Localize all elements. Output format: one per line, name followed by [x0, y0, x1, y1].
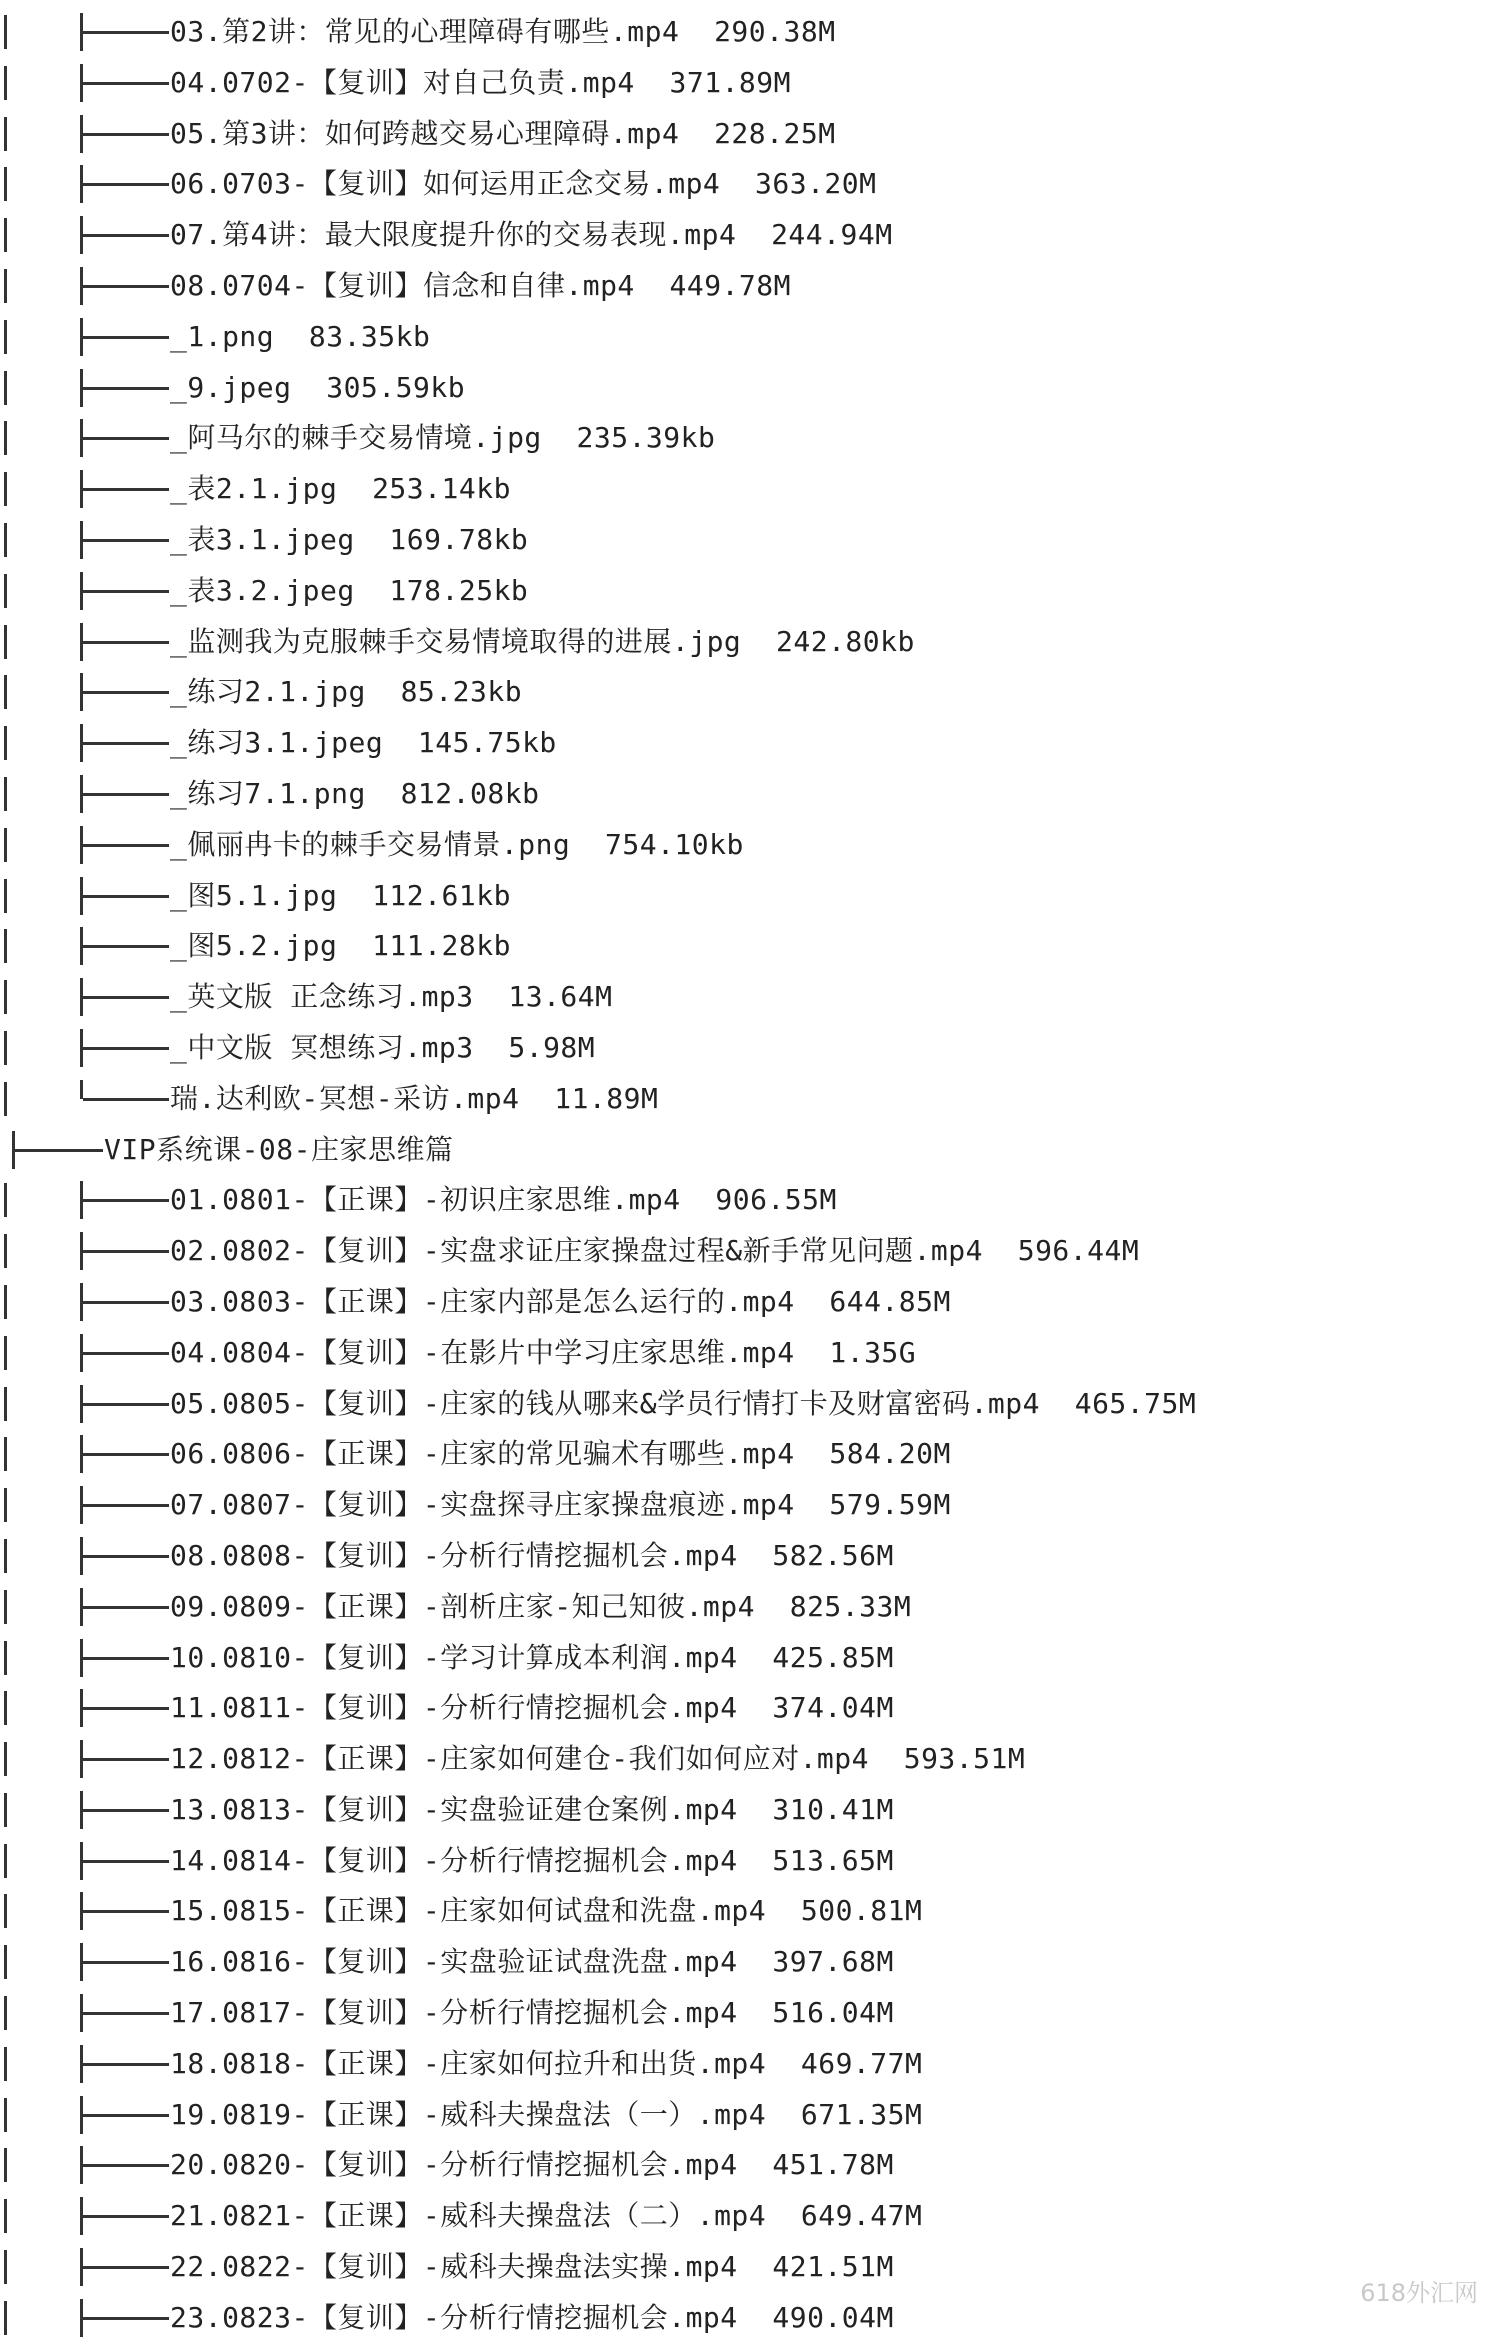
tree-branch-dash: [83, 1250, 169, 1253]
file-entry: _图5.2.jpg 111.28kb: [170, 929, 511, 963]
file-row: [0, 1683, 1500, 1734]
tree-guide-line: [4, 929, 7, 963]
file-entry: 04.0804-【复训】-在影片中学习庄家思维.mp4 1.35G: [170, 1335, 917, 1369]
tree-branch-dash: [83, 1504, 169, 1507]
file-entry: 17.0817-【复训】-分析行情挖掘机会.mp4 516.04M: [170, 1996, 894, 2030]
tree-guide-line: [4, 1082, 7, 1116]
tree-branch-dash: [83, 387, 169, 390]
tree-guide-line: [4, 167, 7, 201]
tree-branch-dash: [83, 2317, 169, 2320]
file-entry: 22.0822-【复训】-威科夫操盘法实操.mp4 421.51M: [170, 2250, 894, 2284]
file-row: [0, 1785, 1500, 1836]
file-row: [0, 1582, 1500, 1633]
tree-branch-dash: [83, 1809, 169, 1812]
tree-guide-line: [4, 1996, 7, 2030]
file-row: [0, 1328, 1500, 1379]
file-row: [0, 820, 1500, 871]
tree-branch-dash: [83, 2012, 169, 2015]
file-entry: 06.0703-【复训】如何运用正念交易.mp4 363.20M: [170, 167, 877, 201]
file-row: [0, 718, 1500, 769]
file-row: [0, 2191, 1500, 2242]
tree-guide-line: [4, 269, 7, 303]
tree-branch-dash: [83, 1047, 169, 1050]
file-row: [0, 667, 1500, 718]
file-entry: _表2.1.jpg 253.14kb: [170, 472, 511, 506]
tree-branch-dash: [83, 996, 169, 999]
tree-guide-line: [4, 15, 7, 49]
file-entry: 05.0805-【复训】-庄家的钱从哪来&学员行情打卡及财富密码.mp4 465.75M: [170, 1386, 1197, 1420]
file-entry: _9.jpeg 305.59kb: [170, 370, 466, 404]
file-row: [0, 1633, 1500, 1684]
tree-guide-line: [4, 1793, 7, 1827]
tree-branch-dash: [83, 437, 169, 440]
tree-guide-line: [4, 66, 7, 100]
tree-guide-line: [4, 2098, 7, 2132]
tree-branch-dash: [83, 183, 169, 186]
tree-guide-line: [4, 1285, 7, 1319]
tree-guide-line: [4, 1031, 7, 1065]
file-tree: [0, 7, 1500, 2344]
file-row: [0, 312, 1500, 363]
file-row: [0, 363, 1500, 414]
file-row: [0, 1480, 1500, 1531]
tree-branch-dash: [83, 1555, 169, 1558]
tree-guide-line: [4, 2199, 7, 2233]
tree-branch-dash: [83, 285, 169, 288]
tree-branch-dash: [83, 641, 169, 644]
file-row: [0, 2242, 1500, 2293]
file-row: [0, 1023, 1500, 1074]
file-row: [0, 972, 1500, 1023]
file-entry: 03.第2讲：常见的心理障碍有哪些.mp4 290.38M: [170, 15, 836, 48]
tree-guide-line: [4, 1590, 7, 1624]
file-row: [0, 1175, 1500, 1226]
tree-guide-line: [4, 828, 7, 862]
file-entry: _表3.2.jpeg 178.25kb: [170, 573, 529, 607]
file-entry: 04.0702-【复训】对自己负责.mp4 371.89M: [170, 65, 792, 99]
tree-guide-line: [4, 1488, 7, 1522]
file-row: [0, 1074, 1500, 1125]
file-row: [0, 210, 1500, 261]
file-entry: 15.0815-【正课】-庄家如何试盘和洗盘.mp4 500.81M: [170, 1894, 923, 1928]
file-entry: 23.0823-【复训】-分析行情挖掘机会.mp4 490.04M: [170, 2300, 894, 2334]
file-entry: 14.0814-【复训】-分析行情挖掘机会.mp4 513.65M: [170, 1843, 894, 1877]
file-entry: 09.0809-【正课】-剖析庄家-知己知彼.mp4 825.33M: [170, 1589, 912, 1623]
tree-branch-dash: [83, 31, 169, 34]
tree-guide-line: [4, 675, 7, 709]
tree-branch-dash: [83, 1098, 169, 1101]
tree-branch-dash: [83, 2215, 169, 2218]
tree-branch-dash: [83, 945, 169, 948]
file-row: [0, 2090, 1500, 2141]
tree-branch-dash: [83, 2063, 169, 2066]
file-row: [0, 58, 1500, 109]
tree-guide-line: [4, 1183, 7, 1217]
tree-branch-dash: [83, 539, 169, 542]
file-entry: 13.0813-【复训】-实盘验证建仓案例.mp4 310.41M: [170, 1792, 894, 1826]
tree-guide-line: [4, 1691, 7, 1725]
tree-guide-line: [4, 2250, 7, 2284]
file-row: [0, 1531, 1500, 1582]
tree-guide-line: [4, 117, 7, 151]
file-entry: _练习2.1.jpg 85.23kb: [170, 675, 523, 709]
tree-branch-dash: [83, 1403, 169, 1406]
tree-branch-dash: [83, 133, 169, 136]
file-row: [0, 871, 1500, 922]
file-entry: 08.0808-【复训】-分析行情挖掘机会.mp4 582.56M: [170, 1538, 894, 1572]
tree-guide-line: [4, 574, 7, 608]
file-row: [0, 1886, 1500, 1937]
file-entry: _佩丽冉卡的棘手交易情景.png 754.10kb: [170, 827, 744, 861]
file-row: [0, 566, 1500, 617]
file-entry: 11.0811-【复训】-分析行情挖掘机会.mp4 374.04M: [170, 1691, 894, 1725]
file-entry: 19.0819-【正课】-威科夫操盘法（一）.mp4 671.35M: [170, 2097, 923, 2131]
file-entry: 06.0806-【正课】-庄家的常见骗术有哪些.mp4 584.20M: [170, 1437, 951, 1471]
tree-branch-dash: [83, 336, 169, 339]
file-entry: 12.0812-【正课】-庄家如何建仓-我们如何应对.mp4 593.51M: [170, 1742, 1026, 1776]
file-entry: 08.0704-【复训】信念和自律.mp4 449.78M: [170, 268, 792, 302]
tree-branch-dash: [83, 590, 169, 593]
tree-guide-line: [4, 1641, 7, 1675]
tree-branch-dash: [83, 742, 169, 745]
folder-name: VIP系统课-08-庄家思维篇: [104, 1132, 454, 1166]
tree-guide-line: [4, 523, 7, 557]
tree-branch-dash: [83, 1707, 169, 1710]
file-row: [0, 2293, 1500, 2344]
file-entry: _监测我为克服棘手交易情境取得的进展.jpg 242.80kb: [170, 624, 915, 658]
file-entry: 10.0810-【复训】-学习计算成本利润.mp4 425.85M: [170, 1640, 894, 1674]
file-row: [0, 464, 1500, 515]
tree-guide-line: [4, 421, 7, 455]
tree-branch-dash: [83, 82, 169, 85]
tree-branch-dash: [83, 895, 169, 898]
file-entry: 07.0807-【复训】-实盘探寻庄家操盘痕迹.mp4 579.59M: [170, 1488, 951, 1522]
tree-branch-dash: [83, 1606, 169, 1609]
tree-guide-line: [4, 726, 7, 760]
file-entry: 瑞.达利欧-冥想-采访.mp4 11.89M: [170, 1081, 659, 1115]
tree-guide-line: [4, 1437, 7, 1471]
file-entry: 21.0821-【正课】-威科夫操盘法（二）.mp4 649.47M: [170, 2199, 923, 2233]
file-row: [0, 159, 1500, 210]
file-row: [0, 1836, 1500, 1887]
file-row: [0, 7, 1500, 58]
file-entry: _1.png 83.35kb: [170, 319, 431, 353]
tree-guide-line: [4, 2047, 7, 2081]
tree-guide-line: [4, 2301, 7, 2335]
tree-branch-dash: [83, 691, 169, 694]
file-entry: _表3.1.jpeg 169.78kb: [170, 522, 529, 556]
file-row: [0, 2140, 1500, 2191]
tree-guide-line: [4, 1336, 7, 1370]
file-entry: 01.0801-【正课】-初识庄家思维.mp4 906.55M: [170, 1183, 837, 1217]
file-row: [0, 617, 1500, 668]
file-row: [0, 769, 1500, 820]
tree-guide-line: [4, 1945, 7, 1979]
file-entry: 07.第4讲：最大限度提升你的交易表现.mp4 244.94M: [170, 218, 893, 252]
tree-branch-dash: [83, 234, 169, 237]
tree-branch-dash: [83, 2164, 169, 2167]
file-entry: 02.0802-【复训】-实盘求证庄家操盘过程&新手常见问题.mp4 596.44M: [170, 1234, 1140, 1268]
file-row: [0, 1988, 1500, 2039]
tree-guide-line: [4, 625, 7, 659]
watermark: 618外汇网: [1360, 2279, 1478, 2307]
tree-branch-dash: [83, 1453, 169, 1456]
tree-guide-line: [4, 1742, 7, 1776]
tree-branch-dash: [83, 1910, 169, 1913]
file-row: [0, 921, 1500, 972]
tree-guide-line: [4, 1387, 7, 1421]
file-entry: 03.0803-【正课】-庄家内部是怎么运行的.mp4 644.85M: [170, 1284, 951, 1318]
tree-branch-dash: [83, 2114, 169, 2117]
file-entry: _图5.1.jpg 112.61kb: [170, 878, 511, 912]
tree-branch-dash: [83, 1199, 169, 1202]
tree-guide-line: [4, 980, 7, 1014]
tree-branch-dash: [83, 1657, 169, 1660]
tree-branch-dash: [83, 793, 169, 796]
file-entry: _练习3.1.jpeg 145.75kb: [170, 726, 557, 760]
file-entry: 20.0820-【复训】-分析行情挖掘机会.mp4 451.78M: [170, 2148, 894, 2182]
tree-branch-connector: [80, 1080, 93, 1099]
tree-guide-line: [4, 218, 7, 252]
tree-guide-line: [4, 1234, 7, 1268]
tree-branch-dash: [83, 1961, 169, 1964]
tree-branch-dash: [83, 1860, 169, 1863]
file-row: [0, 1429, 1500, 1480]
file-entry: _英文版 正念练习.mp3 13.64M: [170, 980, 613, 1014]
file-row: [0, 1379, 1500, 1430]
tree-guide-line: [4, 2148, 7, 2182]
file-row: [0, 1226, 1500, 1277]
file-row: [0, 413, 1500, 464]
file-entry: 16.0816-【复训】-实盘验证试盘洗盘.mp4 397.68M: [170, 1945, 894, 1979]
tree-branch-dash: [83, 1758, 169, 1761]
file-entry: 18.0818-【正课】-庄家如何拉升和出货.mp4 469.77M: [170, 2046, 923, 2080]
tree-branch-dash: [83, 488, 169, 491]
tree-guide-line: [4, 777, 7, 811]
file-row: [0, 109, 1500, 160]
tree-branch-dash: [83, 2266, 169, 2269]
tree-branch-dash: [83, 844, 169, 847]
tree-guide-line: [4, 1894, 7, 1928]
file-entry: _阿马尔的棘手交易情境.jpg 235.39kb: [170, 421, 716, 455]
file-entry: _练习7.1.png 812.08kb: [170, 776, 540, 810]
tree-guide-line: [4, 371, 7, 405]
tree-guide-line: [4, 472, 7, 506]
file-row: [0, 515, 1500, 566]
folder-row: [0, 1125, 1500, 1176]
tree-branch-dash: [83, 1301, 169, 1304]
file-row: [0, 2039, 1500, 2090]
tree-branch-dash: [15, 1149, 103, 1152]
tree-branch-dash: [83, 1352, 169, 1355]
tree-guide-line: [4, 879, 7, 913]
file-row: [0, 261, 1500, 312]
tree-guide-line: [4, 1844, 7, 1878]
tree-guide-line: [4, 1539, 7, 1573]
file-entry: _中文版 冥想练习.mp3 5.98M: [170, 1030, 596, 1064]
file-row: [0, 1937, 1500, 1988]
file-row: [0, 1734, 1500, 1785]
tree-guide-line: [4, 320, 7, 354]
file-row: [0, 1277, 1500, 1328]
file-entry: 05.第3讲：如何跨越交易心理障碍.mp4 228.25M: [170, 116, 836, 150]
